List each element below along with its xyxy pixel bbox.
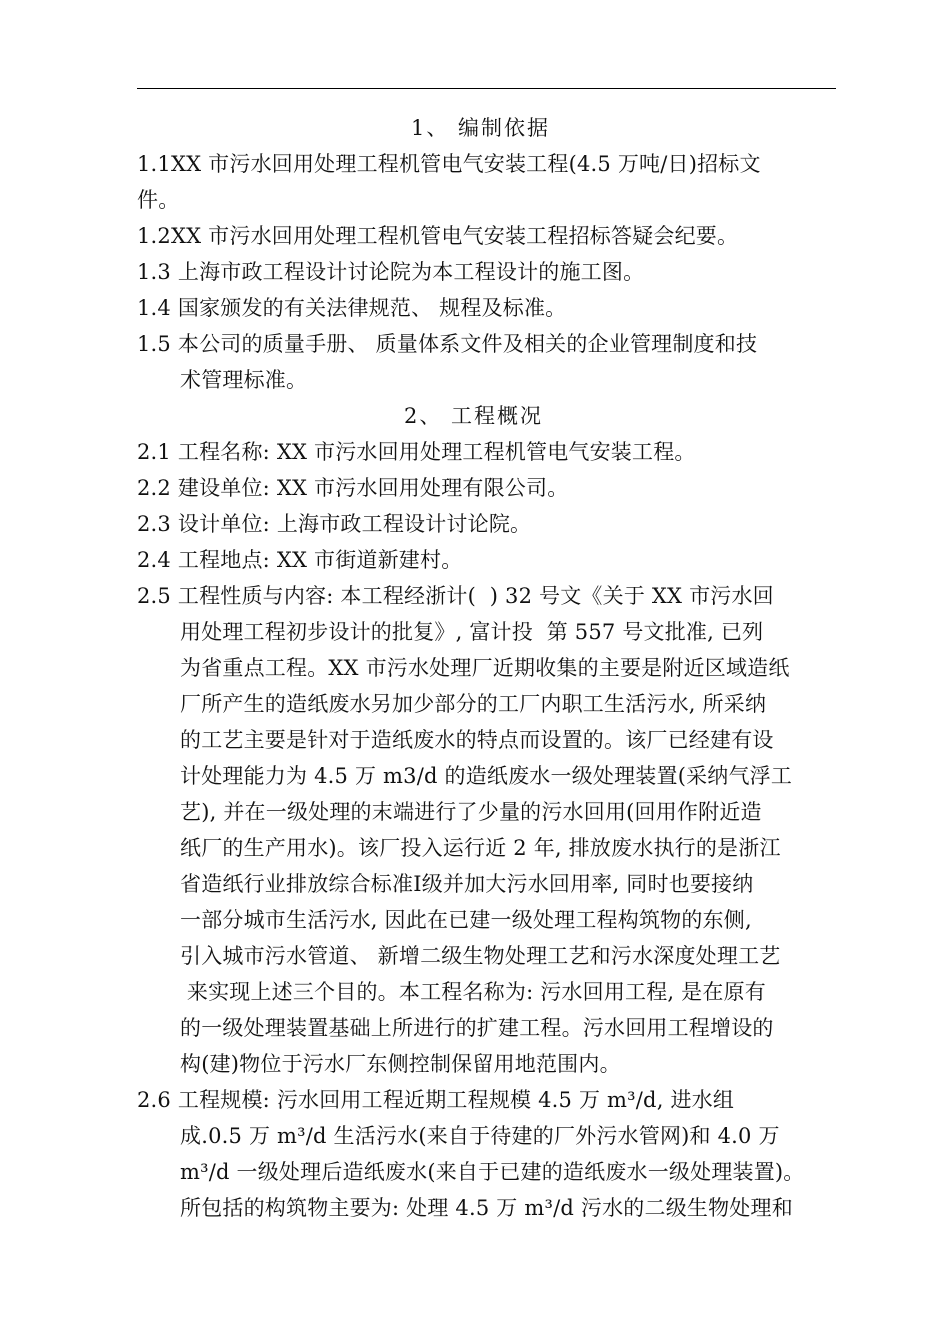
item-1-5-line: 术管理标准。 [180, 368, 308, 392]
item-2-5-line: 用处理工程初步设计的批复》, 富计投 第 557 号文批准, 已列 [180, 620, 764, 644]
item-1-5-line: 1.5 本公司的质量手册、 质量体系文件及相关的企业管理制度和技 [137, 332, 758, 356]
item-2-4-line: 2.4 工程地点: XX 市街道新建村。 [137, 548, 463, 572]
item-2-6-line: 所包括的构筑物主要为: 处理 4.5 万 m³/d 污水的二级生物处理和 [180, 1196, 793, 1220]
item-2-5-line: 纸厂的生产用水)。该厂投入运行近 2 年, 排放废水执行的是浙江 [180, 836, 781, 860]
item-2-6-line: 成.0.5 万 m³/d 生活污水(来自于待建的厂外污水管网)和 4.0 万 [180, 1124, 780, 1148]
item-2-5-line: 的一级处理装置基础上所进行的扩建工程。污水回用工程增设的 [180, 1016, 774, 1040]
item-2-5-line: 引入城市污水管道、 新增二级生物处理工艺和污水深度处理工艺 [180, 944, 781, 968]
item-1-3-line: 1.3 上海市政工程设计讨论院为本工程设计的施工图。 [137, 260, 645, 284]
item-1-1-line: 1.1XX 市污水回用处理工程机管电气安装工程(4.5 万吨/日)招标文 [137, 152, 761, 176]
item-2-5-line: 为省重点工程。XX 市污水处理厂近期收集的主要是附近区域造纸 [180, 656, 790, 680]
item-2-2-line: 2.2 建设单位: XX 市污水回用处理有限公司。 [137, 476, 569, 500]
item-1-2-line: 1.2XX 市污水回用处理工程机管电气安装工程招标答疑会纪要。 [137, 224, 739, 248]
item-2-5-line: 艺), 并在一级处理的末端进行了少量的污水回用(回用作附近造 [180, 800, 762, 824]
section-heading-2: 2、 工程概况 [404, 404, 544, 428]
item-1-4-line: 1.4 国家颁发的有关法律规范、 规程及标准。 [137, 296, 567, 320]
item-2-6-line: 2.6 工程规模: 污水回用工程近期工程规模 4.5 万 m³/d, 进水组 [137, 1088, 735, 1112]
item-2-5-line: 构(建)物位于污水厂东侧控制保留用地范围内。 [180, 1052, 621, 1076]
item-1-1-line: 件。 [137, 188, 180, 212]
item-2-5-line: 2.5 工程性质与内容: 本工程经浙计( ) 32 号文《关于 XX 市污水回 [137, 584, 774, 608]
item-2-6-line: m³/d 一级处理后造纸废水(来自于已建的造纸废水一级处理装置)。 [180, 1160, 805, 1184]
item-2-5-line: 厂所产生的造纸废水另加少部分的工厂内职工生活污水, 所采纳 [180, 692, 767, 716]
item-2-1-line: 2.1 工程名称: XX 市污水回用处理工程机管电气安装工程。 [137, 440, 696, 464]
item-2-5-line: 的工艺主要是针对于造纸废水的特点而设置的。该厂已经建有设 [180, 728, 774, 752]
item-2-5-line: 省造纸行业排放综合标准Ⅰ级并加大污水回用率, 同时也要接纳 [180, 872, 754, 896]
header-rule [137, 88, 836, 89]
section-heading-1: 1、 编制依据 [411, 116, 551, 140]
item-2-5-line: 来实现上述三个目的。本工程名称为: 污水回用工程, 是在原有 [180, 980, 766, 1004]
item-2-5-line: 计处理能力为 4.5 万 m3/d 的造纸废水一级处理装置(采纳气浮工 [180, 764, 793, 788]
item-2-3-line: 2.3 设计单位: 上海市政工程设计讨论院。 [137, 512, 532, 536]
item-2-5-line: 一部分城市生活污水, 因此在已建一级处理工程构筑物的东侧, [180, 908, 752, 932]
